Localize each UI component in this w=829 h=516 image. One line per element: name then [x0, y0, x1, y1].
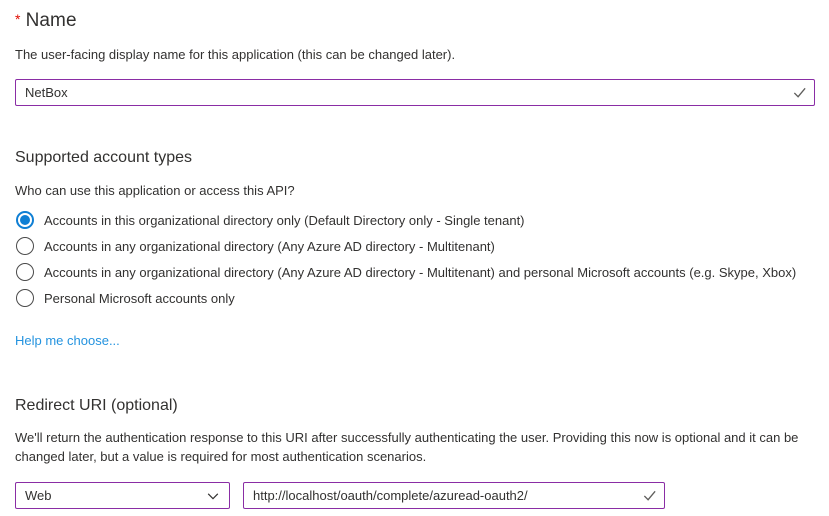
- redirect-uri-description: We'll return the authentication response to this URI after successfully authenticating the user. Providing this now is optional and it can be changed later, but a value is required for most authentication scenarios.: [15, 430, 799, 464]
- radio-option-personal-only[interactable]: [15, 285, 815, 311]
- radio-button-icon[interactable]: [16, 289, 34, 307]
- platform-select[interactable]: [15, 482, 230, 509]
- radio-option-multitenant-personal[interactable]: [15, 259, 815, 285]
- account-types-question: Who can use this application or access this API?: [15, 183, 295, 198]
- radio-option-label: Accounts in this organizational directory only (Default Directory only - Single tenant): [44, 212, 525, 228]
- redirect-uri-row: [15, 482, 815, 509]
- radio-option-single-tenant[interactable]: [15, 207, 815, 233]
- redirect-uri-input[interactable]: [243, 482, 665, 509]
- help-me-choose-link[interactable]: Help me choose...: [15, 333, 120, 348]
- radio-button-icon[interactable]: [16, 237, 34, 255]
- redirect-uri-section: [15, 397, 815, 509]
- platform-select-value: Web: [25, 488, 52, 503]
- radio-option-label: Accounts in any organizational directory (Any Azure AD directory - Multitenant) and personal Microsoft accounts (e.g. Skype, Xbox): [44, 264, 797, 280]
- radio-option-label: Personal Microsoft accounts only: [44, 290, 235, 306]
- account-types-section: [15, 149, 815, 350]
- name-section-title: [15, 0, 815, 32]
- name-input[interactable]: [15, 79, 815, 106]
- radio-option-label: Accounts in any organizational directory (Any Azure AD directory - Multitenant): [44, 238, 495, 254]
- required-asterisk: *: [15, 11, 21, 27]
- name-description: The user-facing display name for this application (this can be changed later).: [15, 47, 456, 62]
- redirect-uri-title: Redirect URI (optional): [15, 397, 178, 414]
- radio-button-icon[interactable]: [16, 263, 34, 281]
- name-section-title-text: Name: [25, 10, 77, 31]
- account-types-title: Supported account types: [15, 149, 193, 166]
- chevron-down-icon: [206, 489, 220, 503]
- radio-button-selected-icon[interactable]: [16, 211, 34, 229]
- account-types-radio-group: [15, 207, 815, 311]
- name-field-wrapper: [15, 79, 815, 106]
- radio-option-multitenant[interactable]: [15, 233, 815, 259]
- redirect-uri-field-wrapper: [243, 482, 665, 509]
